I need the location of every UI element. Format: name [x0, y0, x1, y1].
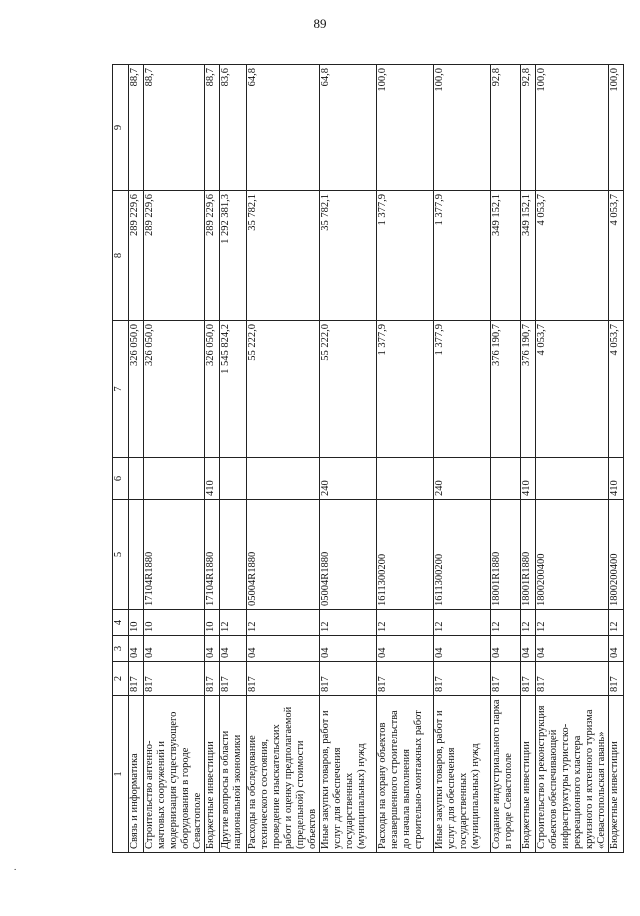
table-row: [144, 65, 205, 853]
cell-col-3: 04: [609, 636, 624, 662]
cell-col-5: 1800200400: [536, 500, 609, 610]
cell-col-2: 817: [491, 662, 521, 696]
cell-col-9: 64,8: [247, 65, 320, 191]
cell-col-2: 817: [320, 662, 377, 696]
table-row: [491, 65, 521, 853]
cell-col-8: 1 377,9: [377, 191, 434, 321]
row-name-cell: Иные закупки товаров, работ и услуг для обеспечения государственных (муниципальных) нужд: [320, 696, 377, 853]
cell-col-5: 17104R1880: [205, 500, 220, 610]
cell-col-8: 35 782,1: [247, 191, 320, 321]
cell-col-4: 12: [320, 610, 377, 636]
cell-col-7: 376 190,7: [521, 321, 536, 458]
cell-col-9: 88,7: [144, 65, 205, 191]
table-row: [247, 65, 320, 853]
cell-col-6: [536, 458, 609, 500]
table-row: [377, 65, 434, 853]
cell-col-5: 18001R1880: [491, 500, 521, 610]
cell-col-4: 12: [434, 610, 491, 636]
cell-col-4: 10: [129, 610, 144, 636]
row-name-cell: Другие вопросы в области национальной экономики: [220, 696, 247, 853]
cell-col-9: 100,0: [377, 65, 434, 191]
cell-col-7: 4 053,7: [609, 321, 624, 458]
col-header-8: 8: [113, 191, 129, 321]
cell-col-6: [491, 458, 521, 500]
cell-col-7: 1 377,9: [377, 321, 434, 458]
table-row: [205, 65, 220, 853]
cell-col-8: 4 053,7: [536, 191, 609, 321]
col-header-7: 7: [113, 321, 129, 458]
cell-col-8: 289 229,6: [129, 191, 144, 321]
cell-col-3: 04: [205, 636, 220, 662]
cell-col-9: 64,8: [320, 65, 377, 191]
cell-col-5: 17104R1880: [144, 500, 205, 610]
cell-col-7: 55 222,0: [320, 321, 377, 458]
cell-col-4: 10: [205, 610, 220, 636]
cell-col-8: 4 053,7: [609, 191, 624, 321]
cell-col-5: 1611300200: [377, 500, 434, 610]
col-header-1: 1: [113, 696, 129, 853]
cell-col-9: 88,7: [205, 65, 220, 191]
cell-col-9: 83,6: [220, 65, 247, 191]
row-name-cell: Создание индустриального парка в городе Севастополе: [491, 696, 521, 853]
row-name-cell: Расходы на обследование технического состояния, проведение изыскательских работ и оценку предполагаемой (предельной) стоимости объектов: [247, 696, 320, 853]
cell-col-7: 326 050,0: [129, 321, 144, 458]
cell-col-7: 55 222,0: [247, 321, 320, 458]
cell-col-2: 817: [220, 662, 247, 696]
cell-col-2: 817: [536, 662, 609, 696]
table-row: [521, 65, 536, 853]
cell-col-5: 05004R1880: [247, 500, 320, 610]
cell-col-6: 410: [521, 458, 536, 500]
table-row: [320, 65, 377, 853]
cell-col-4: 12: [521, 610, 536, 636]
row-name-cell: Бюджетные инвестиции: [521, 696, 536, 853]
cell-col-2: 817: [129, 662, 144, 696]
cell-col-5: 05004R1880: [320, 500, 377, 610]
table-body: [129, 65, 624, 853]
cell-col-2: 817: [144, 662, 205, 696]
page-number: 89: [313, 16, 327, 31]
col-header-4: 4: [113, 610, 129, 636]
cell-col-2: 817: [377, 662, 434, 696]
cell-col-8: 1 377,9: [434, 191, 491, 321]
cell-col-6: [220, 458, 247, 500]
cell-col-4: 12: [536, 610, 609, 636]
cell-col-9: 92,8: [521, 65, 536, 191]
col-header-9: 9: [113, 65, 129, 191]
cell-col-5: 18001R1880: [521, 500, 536, 610]
cell-col-6: 410: [205, 458, 220, 500]
stray-mark: .: [14, 862, 17, 872]
cell-col-9: 100,0: [434, 65, 491, 191]
budget-table: [112, 64, 624, 853]
row-name-cell: Бюджетные инвестиции: [609, 696, 624, 853]
cell-col-8: 1 292 381,3: [220, 191, 247, 321]
cell-col-5: 1611300200: [434, 500, 491, 610]
cell-col-6: [129, 458, 144, 500]
table-row: [536, 65, 609, 853]
col-header-5: 5: [113, 500, 129, 610]
cell-col-4: 12: [247, 610, 320, 636]
cell-col-6: 240: [320, 458, 377, 500]
cell-col-4: 12: [491, 610, 521, 636]
cell-col-6: 240: [434, 458, 491, 500]
cell-col-3: 04: [220, 636, 247, 662]
cell-col-3: 04: [521, 636, 536, 662]
budget-table-rotated: [112, 65, 620, 853]
cell-col-3: 04: [377, 636, 434, 662]
cell-col-7: 1 377,9: [434, 321, 491, 458]
cell-col-7: 326 050,0: [144, 321, 205, 458]
cell-col-8: 349 152,1: [521, 191, 536, 321]
cell-col-3: 04: [434, 636, 491, 662]
cell-col-2: 817: [521, 662, 536, 696]
table-row: [434, 65, 491, 853]
cell-col-9: 92,8: [491, 65, 521, 191]
cell-col-8: 349 152,1: [491, 191, 521, 321]
col-header-6: 6: [113, 458, 129, 500]
header-row: [113, 65, 129, 853]
cell-col-3: 04: [536, 636, 609, 662]
cell-col-8: 35 782,1: [320, 191, 377, 321]
cell-col-2: 817: [434, 662, 491, 696]
cell-col-3: 04: [129, 636, 144, 662]
table-row: [609, 65, 624, 853]
cell-col-2: 817: [247, 662, 320, 696]
cell-col-4: 12: [609, 610, 624, 636]
cell-col-5: 1800200400: [609, 500, 624, 610]
cell-col-8: 289 229,6: [144, 191, 205, 321]
cell-col-9: 100,0: [536, 65, 609, 191]
cell-col-6: [247, 458, 320, 500]
cell-col-4: 12: [377, 610, 434, 636]
row-name-cell: Связь и информатика: [129, 696, 144, 853]
cell-col-3: 04: [247, 636, 320, 662]
cell-col-6: [144, 458, 205, 500]
cell-col-5: [220, 500, 247, 610]
cell-col-9: 100,0: [609, 65, 624, 191]
cell-col-2: 817: [609, 662, 624, 696]
cell-col-4: 12: [220, 610, 247, 636]
row-name-cell: Расходы на охрану объектов незавершенного строительства до начала выполнения строительно-монтажных работ: [377, 696, 434, 853]
cell-col-7: 1 545 824,2: [220, 321, 247, 458]
cell-col-6: [377, 458, 434, 500]
col-header-3: 3: [113, 636, 129, 662]
cell-col-4: 10: [144, 610, 205, 636]
row-name-cell: Строительство и реконструкция объектов обеспечивающей инфраструктуры туристско-рекреационного кластера круизного и яхтенного туризма «Севастопольская гавань»: [536, 696, 609, 853]
cell-col-7: 4 053,7: [536, 321, 609, 458]
cell-col-7: 326 050,0: [205, 321, 220, 458]
cell-col-7: 376 190,7: [491, 321, 521, 458]
row-name-cell: Строительство антенно-мачтовых сооружений и модернизация существующего оборудования в городе Севастополе: [144, 696, 205, 853]
cell-col-3: 04: [491, 636, 521, 662]
table-row: [129, 65, 144, 853]
cell-col-8: 289 229,6: [205, 191, 220, 321]
row-name-cell: Иные закупки товаров, работ и услуг для обеспечения государственных (муниципальных) нужд: [434, 696, 491, 853]
cell-col-9: 88,7: [129, 65, 144, 191]
cell-col-2: 817: [205, 662, 220, 696]
table-row: [220, 65, 247, 853]
cell-col-6: 410: [609, 458, 624, 500]
cell-col-3: 04: [144, 636, 205, 662]
cell-col-3: 04: [320, 636, 377, 662]
row-name-cell: Бюджетные инвестиции: [205, 696, 220, 853]
cell-col-5: [129, 500, 144, 610]
col-header-2: 2: [113, 662, 129, 696]
